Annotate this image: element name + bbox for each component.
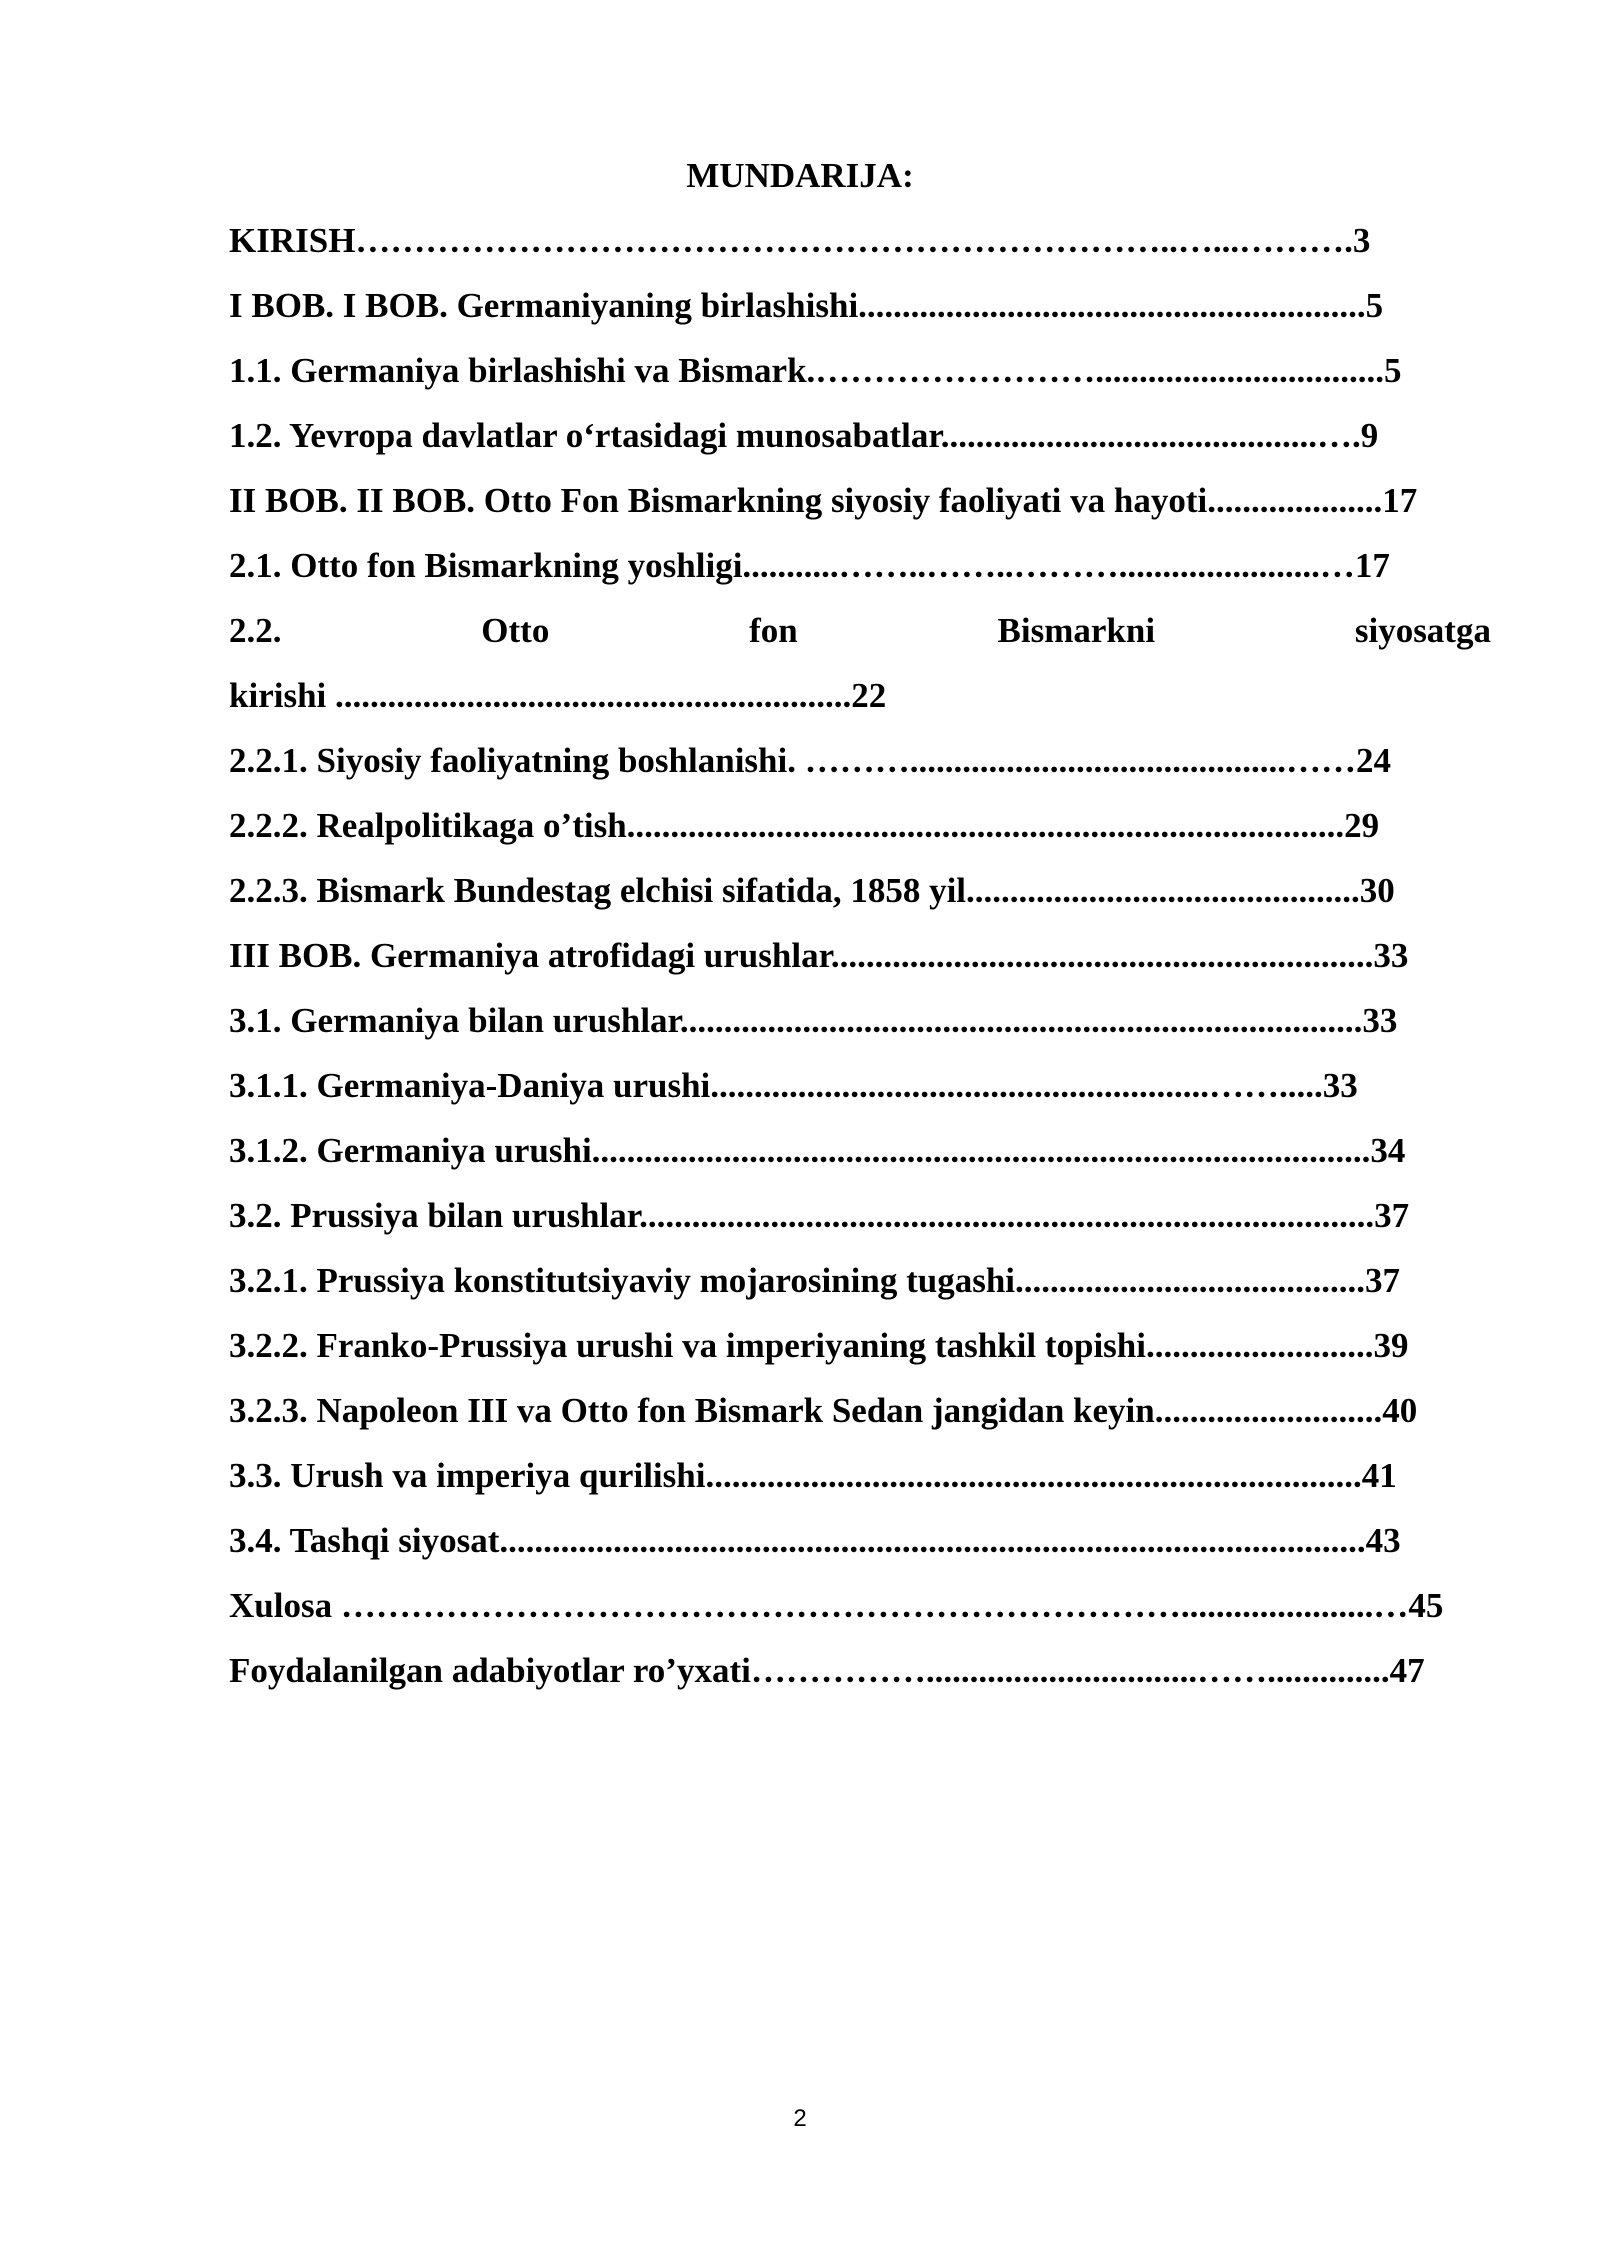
toc-entry-2-2-continued: kirishi ...........................................................22 bbox=[229, 676, 887, 715]
toc-entry-2-2-2: 2.2.2. Realpolitikaga o’tish..................................................................................29 bbox=[229, 806, 1380, 845]
toc-entry-3-1-2: 3.1.2. Germaniya urushi.........................................................................................34 bbox=[229, 1131, 1406, 1170]
toc-entry-2-2 bbox=[229, 598, 1491, 663]
toc-entry-3-3: 3.3. Urush va imperiya qurilishi...........................................................................41 bbox=[229, 1456, 1397, 1495]
toc-entry-3-2-3: 3.2.3. Napoleon III va Otto fon Bismark Sedan jangidan keyin..........................40 bbox=[229, 1391, 1418, 1430]
toc-entry-chapter-3: III BOB. Germaniya atrofidagi urushlar..............................................................33 bbox=[229, 936, 1409, 975]
toc-entry-bibliography: Foydalanilgan adabiyotlar ro’yxati……………...............................……..............47 bbox=[229, 1651, 1425, 1690]
toc-entry-kirish: KIRISH……………………………………………………………..…...……….3 bbox=[229, 221, 1371, 260]
toc-entry-3-1-1: 3.1.1. Germaniya-Daniya urushi.........................................................…….....33 bbox=[229, 1066, 1358, 1105]
toc-entry-3-2-2: 3.2.2. Franko-Prussiya urushi va imperiyaning tashkil topishi..........................39 bbox=[229, 1326, 1409, 1365]
toc-entry-3-1: 3.1. Germaniya bilan urushlar..............................................................................33 bbox=[229, 1001, 1398, 1040]
toc-word: Bismarkni bbox=[997, 611, 1156, 650]
toc-entry-3-2: 3.2. Prussiya bilan urushlar....................................................................................37 bbox=[229, 1196, 1410, 1235]
page-number: 2 bbox=[793, 2105, 807, 2132]
toc-entry-xulosa: Xulosa ………………………………………………………………......................…45 bbox=[229, 1586, 1444, 1625]
toc-entry-chapter-2: II BOB. II BOB. Otto Fon Bismarkning siyosiy faoliyati va hayoti....................17 bbox=[229, 481, 1418, 520]
toc-entry-1-1: 1.1. Germaniya birlashishi va Bismark.…………………….................................5 bbox=[229, 351, 1402, 390]
toc-entry-1-2: 1.2. Yevropa davlatlar o‘rtasidagi munosabatlar...........................................….9 bbox=[229, 416, 1379, 455]
toc-entry-3-2-1: 3.2.1. Prussiya konstitutsiyaviy mojarosining tugashi........................................37 bbox=[229, 1261, 1401, 1300]
toc-word: siyosatga bbox=[1354, 611, 1491, 650]
toc-entry-3-4: 3.4. Tashqi siyosat...................................................................................................43 bbox=[229, 1521, 1401, 1560]
toc-word: fon bbox=[749, 611, 798, 650]
toc-entry-chapter-1: I BOB. I BOB. Germaniyaning birlashishi..........................................................5 bbox=[229, 286, 1384, 325]
toc-word: 2.2. bbox=[229, 611, 282, 650]
toc-entry-2-2-3: 2.2.3. Bismark Bundestag elchisi sifatida, 1858 yil.............................................30 bbox=[229, 871, 1395, 910]
toc-word: Otto bbox=[481, 611, 550, 650]
toc-entry-2-2-1: 2.2.1. Siyosiy faoliyatning boshlanishi. ………...........................................……24 bbox=[229, 741, 1391, 780]
table-of-contents bbox=[229, 208, 1491, 1703]
toc-entry-2-1: 2.1. Otto fon Bismarkning yoshligi...........……..……..……….......................…17 bbox=[229, 546, 1390, 585]
page-title: MUNDARIJA: bbox=[686, 156, 914, 195]
